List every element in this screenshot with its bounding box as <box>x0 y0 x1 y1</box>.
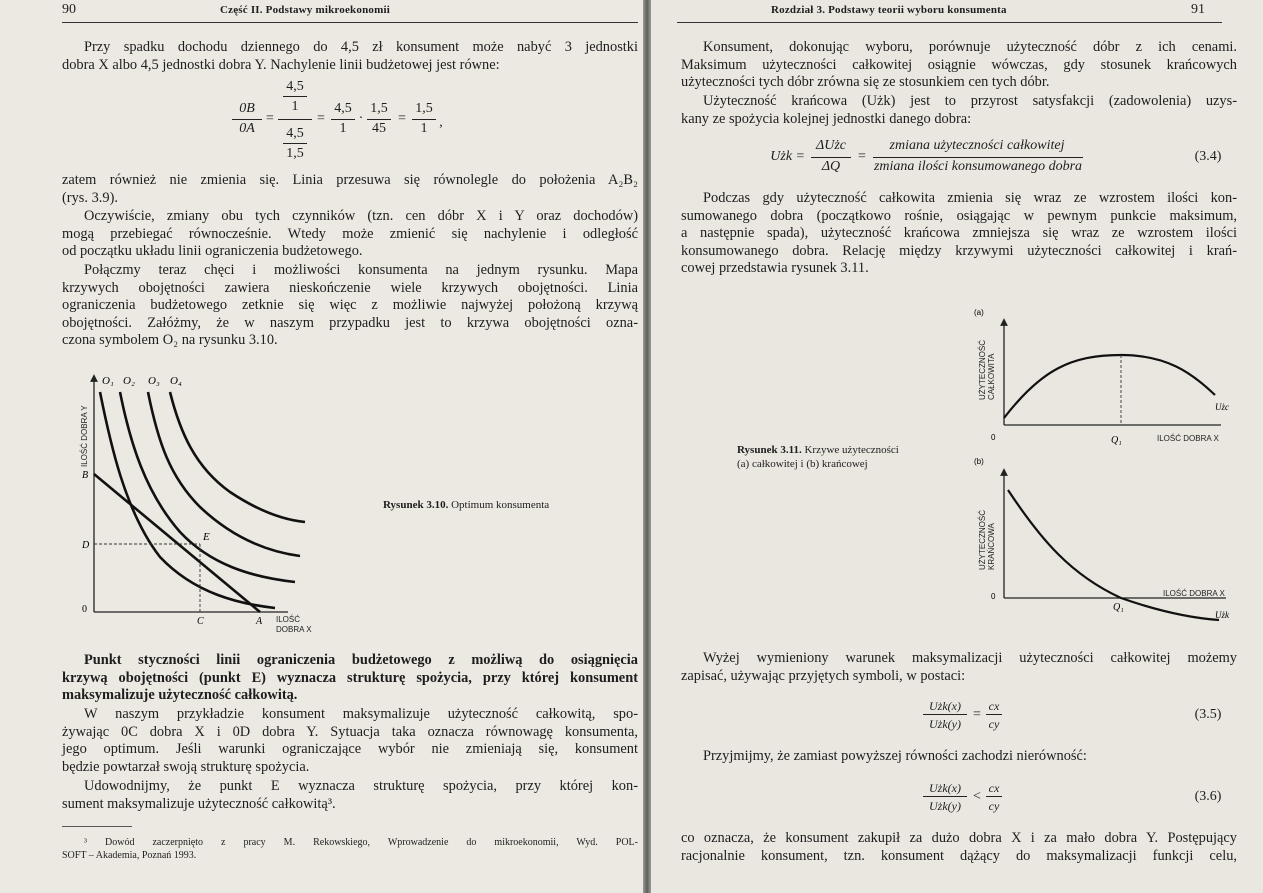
indifference-curve-o2 <box>120 392 295 582</box>
formula-text: 45 <box>372 121 386 136</box>
origin-label: 0 <box>991 433 996 442</box>
formula-text: < <box>973 789 981 804</box>
text-line: racjonalnie konsument, tzn. konsument dążący do maksymalizacji funkcji celu, <box>681 847 1237 864</box>
formula-text: ΔUżc <box>816 138 846 153</box>
curve-label-o4: O₄ <box>170 375 182 387</box>
y-axis-label-b: KRAŃCOWA <box>987 523 996 570</box>
q1-label: Q₁ <box>1113 602 1124 613</box>
text-line: jego optimum. Jeśli warunki ograniczające wybór nie zmieniają się, konsument <box>62 741 638 758</box>
footnote-rule <box>62 826 132 827</box>
text-line: Przy spadku dochodu dziennego do 4,5 zł konsument może nabyć 3 jednostki <box>84 39 638 55</box>
text-line: Podczas gdy użyteczność całkowita zmienia się wraz ze wzrostem ilości kon- <box>703 190 1237 206</box>
fraction-bar <box>986 714 1002 715</box>
point-b-label: B <box>82 470 89 481</box>
y-axis-label-a: CAŁKOWITA <box>987 353 996 400</box>
header-rule <box>677 22 1222 23</box>
paragraph <box>681 39 1237 92</box>
formula-text: 1,5 <box>415 101 433 116</box>
text-line: cowej przedstawia rysunek 3.11. <box>681 260 869 277</box>
total-utility-curve <box>1004 355 1215 418</box>
x-axis-label-a: ILOŚĆ DOBRA X <box>1157 434 1219 443</box>
formula-text: 1 <box>420 121 428 136</box>
indifference-curve-o3 <box>148 392 300 556</box>
y-axis-label-b: UŻYTECZNOŚĆ <box>978 510 987 570</box>
header-rule <box>62 22 638 23</box>
right-page <box>651 0 1263 893</box>
formula-text: = <box>858 149 866 164</box>
caption-label: Rysunek 3.11. <box>737 444 802 456</box>
text-line: krzywą obojętności (punkt E) wyznacza strukturę spożycia, przy której konsument <box>62 669 638 686</box>
text-line: (rys. 3.9). <box>62 189 118 206</box>
formula-text: 1,5 <box>286 146 304 161</box>
formula-text: = <box>317 111 325 126</box>
text-line: użyteczności tych dóbr zrówna się ze stosunkiem cen tych dóbr. <box>681 74 1050 91</box>
text-line: mogą przebiegać równocześnie. Wtedy może zmienić się nachylenie i odległość <box>62 225 638 242</box>
formula-text: 1,5 <box>370 101 388 116</box>
text-line: dobra X albo 4,5 jednostki dobra Y. Nachylenie linii budżetowej jest równe: <box>62 56 500 73</box>
fraction-bar <box>923 714 967 715</box>
formula-text: · <box>358 111 364 126</box>
text-line: zapisać, używając przyjętych symboli, w postaci: <box>681 667 966 684</box>
caption-text: Optimum konsumenta <box>451 499 550 511</box>
equation-number: (3.5) <box>1194 707 1222 722</box>
formula-text: , <box>439 115 443 130</box>
text-line: Punkt styczności linii ograniczenia budżetowego z możliwą do osiągnięcia <box>84 652 638 668</box>
formula-text: cy <box>988 717 1000 731</box>
paragraph <box>681 190 1237 278</box>
text-line: ³ Dowód zaczerpnięto z pracy M. Rekowskiego, Wprowadzenie do mikroekonomii, Wyd. POL- <box>84 837 638 848</box>
formula-text: Użk(y) <box>929 717 961 731</box>
y-axis-label: ILOŚĆ DOBRA Y <box>80 405 89 467</box>
text-line: sument maksymalizuje użyteczność całkowitą³. <box>62 795 336 812</box>
formula-text: Użk(x) <box>929 699 961 713</box>
x-axis-label: ILOŚĆ <box>276 615 301 624</box>
text-line: co oznacza, że konsument zakupił za dużo dobra X i za mało dobra Y. Postępujący <box>681 830 1237 846</box>
text-line: będzie powtarzał swoją strukturę spożycia. <box>62 758 310 775</box>
caption-text: (a) całkowitej i (b) krańcowej <box>737 458 868 470</box>
bold-paragraph <box>62 652 638 705</box>
fraction-bar <box>278 119 312 120</box>
paragraph <box>681 93 1237 128</box>
page-number: 91 <box>1191 2 1205 17</box>
text-line: obojętności. Załóżmy, że w naszym przypadku jest to krzywa obojętności ozna- <box>62 314 638 331</box>
text-line: sumowanego dobra (początkowo rośnie, osiągając w pewnym punkcie maksimum, <box>681 207 1237 224</box>
point-c-label: C <box>197 616 204 627</box>
fraction-bar <box>412 119 436 120</box>
text-line: Konsument, dokonując wyboru, porównuje użyteczność dóbr z ich cenami. <box>703 39 1237 55</box>
formula-text: = <box>973 707 981 722</box>
point-d-label: D <box>82 540 90 551</box>
formula-text: 1 <box>339 121 347 136</box>
text-line: Udowodnijmy, że punkt E wyznacza strukturę spożycia, przy której kon- <box>84 778 638 794</box>
text-line: W naszym przykładzie konsument maksymalizuje użyteczność całkowitą, spo- <box>84 706 638 722</box>
text-line: od początku układu linii ograniczenia budżetowego. <box>62 243 363 260</box>
fraction-bar <box>283 96 307 97</box>
text-line: Maksimum użyteczności całkowitej osiągnie wówczas, gdy stosunek krańcowych <box>681 56 1237 73</box>
page-number: 90 <box>62 2 76 17</box>
formula-text: Użk = <box>770 149 805 164</box>
x-axis-label: DOBRA X <box>276 625 312 634</box>
paragraph <box>62 208 638 261</box>
fraction-bar <box>367 119 391 120</box>
formula-text: Użk(y) <box>929 799 961 813</box>
text-line: Przyjmijmy, że zamiast powyższej równości zachodzi nierówność: <box>703 748 1087 764</box>
formula-text: zmiana użyteczności całkowitej <box>889 138 1065 153</box>
fraction-bar <box>986 796 1002 797</box>
formula-text: 4,5 <box>286 79 304 94</box>
fraction-bar <box>811 157 851 158</box>
text-line: czona symbolem O₂ na rysunku 3.10. <box>62 332 278 349</box>
text-line: krzywych obojętności zawiera nieskończenie wiele krzywych obojętności. Linia <box>62 279 638 296</box>
footnote <box>62 836 638 862</box>
figure-caption <box>737 443 899 471</box>
curve-label-o1: O₁ <box>102 375 114 387</box>
fraction-bar <box>331 119 355 120</box>
figure-3-11 <box>971 300 1261 630</box>
running-header: Rozdział 3. Podstawy teorii wyboru konsumenta <box>771 4 1007 16</box>
text-line: Użyteczność krańcowa (Użk) jest to przyrost satysfakcji (zadowolenia) uzys- <box>703 93 1237 109</box>
fraction-bar <box>873 157 1083 158</box>
text-line: Połączmy teraz chęci i możliwości konsumenta na jednym rysunku. Mapa <box>84 262 638 278</box>
paragraph <box>62 172 638 207</box>
paragraph <box>62 778 638 813</box>
paragraph <box>681 650 1237 685</box>
formula-text: cx <box>988 699 1000 713</box>
text-line: Wyżej wymieniony warunek maksymalizacji użyteczności całkowitej możemy <box>703 650 1237 666</box>
curve-label-o2: O₂ <box>123 375 135 387</box>
caption-label: Rysunek 3.10. <box>383 499 449 511</box>
indifference-curve-o4 <box>170 392 305 522</box>
caption-text: Krzywe użyteczności <box>804 444 899 456</box>
equation-number: (3.4) <box>1194 149 1222 164</box>
curve-label-uzc: Użc <box>1215 402 1229 412</box>
fraction-bar <box>283 143 307 144</box>
marginal-utility-curve <box>1008 490 1219 620</box>
curve-label-o3: O₃ <box>148 375 160 387</box>
panel-a-label: (a) <box>974 308 984 317</box>
panel-b-label: (b) <box>974 457 984 466</box>
paragraph <box>681 830 1237 865</box>
paragraph <box>62 39 638 74</box>
figure-caption <box>383 498 549 512</box>
formula-text: 0A <box>239 121 255 136</box>
formula-text: Użk(x) <box>929 781 961 795</box>
formula-text: = <box>266 111 274 126</box>
formula-text: 4,5 <box>334 101 352 116</box>
equation-number: (3.6) <box>1194 789 1222 804</box>
formula-text: cx <box>988 781 1000 795</box>
text-line: kany ze spożycia kolejnej jednostki danego dobra: <box>681 110 972 127</box>
formula-text: cy <box>988 799 1000 813</box>
paragraph <box>62 262 638 350</box>
curve-label-uzk: Użk <box>1215 610 1229 620</box>
text-line: Oczywiście, zmiany obu tych czynników (tzn. cen dóbr X i Y oraz dochodów) <box>84 208 638 224</box>
formula-text: 0B <box>239 101 255 116</box>
origin-label: 0 <box>991 592 996 601</box>
book-gutter <box>643 0 651 893</box>
text-line: ograniczenia budżetowego zetknie się więc z możliwie najwyżej położoną krzywą <box>62 297 638 314</box>
formula-text: zmiana ilości konsumowanego dobra <box>873 159 1083 174</box>
y-axis-label-a: UŻYTECZNOŚĆ <box>978 340 987 400</box>
text-line: konsumowanego dobra. Relację między krzywymi użyteczności całkowitej i krań- <box>681 242 1237 259</box>
point-a-label: A <box>256 616 263 627</box>
formula-text: 1 <box>291 99 299 114</box>
paragraph <box>703 748 1237 766</box>
q1-label: Q₁ <box>1111 435 1122 446</box>
fraction-bar <box>232 119 262 120</box>
origin-label: 0 <box>82 604 87 615</box>
point-e-label: E <box>203 531 210 543</box>
text-line: a następnie spada), użyteczność krańcowa zmniejsza się wraz ze wzrostem ilości <box>681 225 1237 242</box>
running-header: Część II. Podstawy mikroekonomii <box>220 4 390 16</box>
text-line: zatem również nie zmienia się. Linia przesuwa się równolegle do położenia A₂B₂ <box>62 172 638 188</box>
text-line: maksymalizuje użyteczność całkowitą. <box>62 687 298 704</box>
formula-text: = <box>398 111 406 126</box>
figure-3-10 <box>70 372 370 642</box>
formula-text: ΔQ <box>821 159 841 174</box>
fraction-bar <box>923 796 967 797</box>
x-axis-label-b: ILOŚĆ DOBRA X <box>1163 589 1225 598</box>
text-line: SOFT – Akademia, Poznań 1993. <box>62 850 197 861</box>
paragraph <box>62 706 638 776</box>
text-line: żywając 0C dobra X i 0D dobra Y. Sytuacja taka oznacza równowagę konsumenta, <box>62 723 638 740</box>
formula-text: 4,5 <box>286 126 304 141</box>
